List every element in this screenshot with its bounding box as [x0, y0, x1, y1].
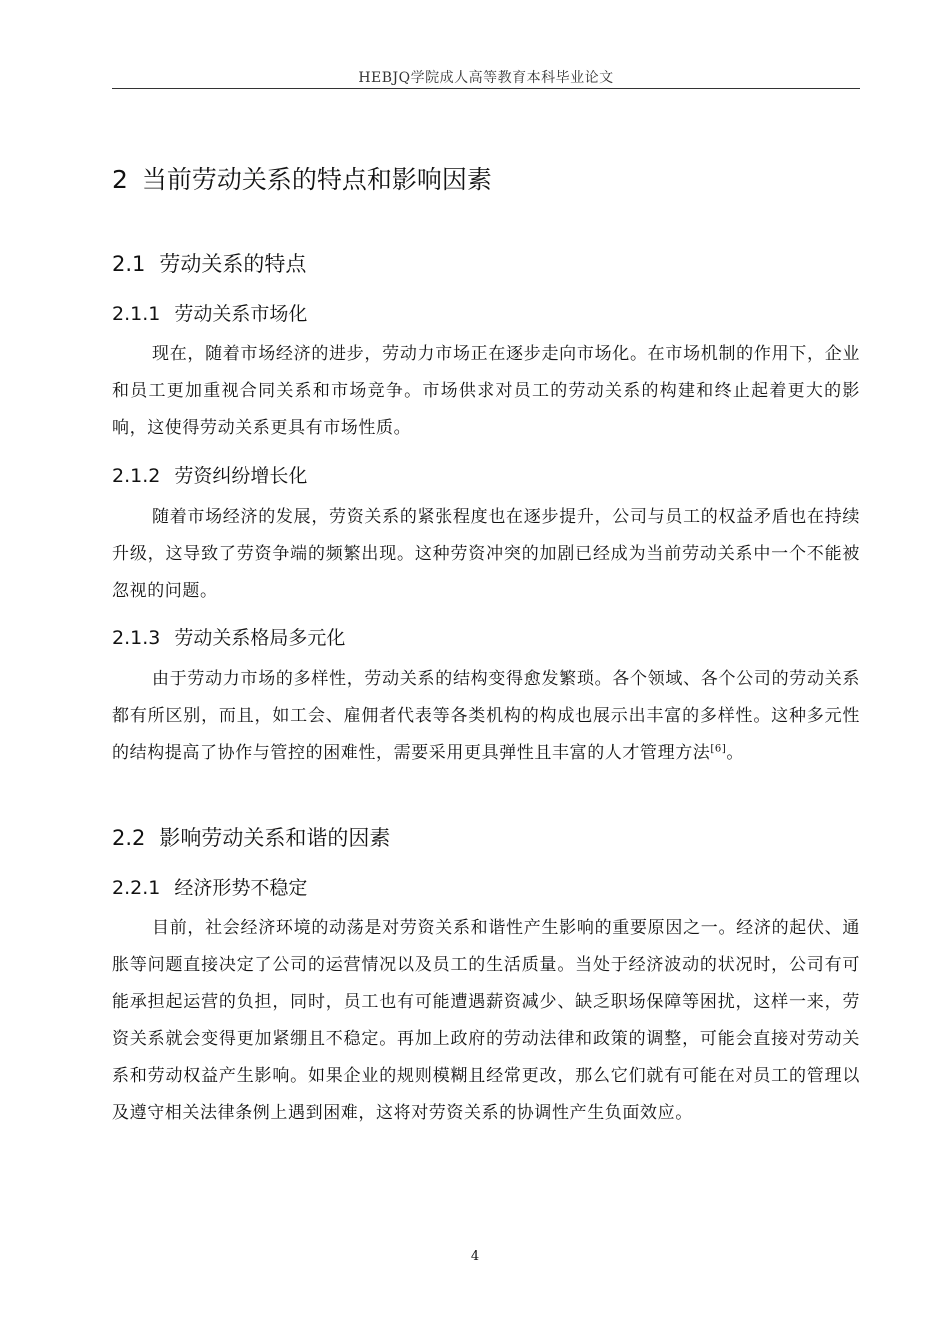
- subsection-heading-2-1-3: [112, 623, 345, 650]
- chapter-title: 当前劳动关系的特点和影响因素: [141, 165, 492, 194]
- section-heading-2-1: [112, 248, 306, 278]
- chapter-number: 2: [112, 165, 128, 194]
- subsection-number: 2.1.2: [112, 465, 161, 487]
- section-number: 2.1: [112, 252, 146, 276]
- subsection-title: 经济形势不稳定: [174, 877, 308, 899]
- header-rule: [112, 88, 860, 89]
- paragraph-text: 由于劳动力市场的多样性，劳动关系的结构变得愈发繁琐。各个领域、各个公司的劳动关系都有所区别，而且，如工会、雇佣者代表等各类机构的构成也展示出丰富的多样性。这种多元性的结构提高了协作与管控的困难性，需要采用更具弹性且丰富的人才管理方法: [112, 669, 860, 763]
- subsection-heading-2-1-2: [112, 461, 307, 488]
- citation-reference[interactable]: [6]: [710, 743, 727, 755]
- section-number: 2.2: [112, 826, 146, 850]
- running-header: HEBJQ学院成人高等教育本科毕业论文: [358, 70, 614, 86]
- subsection-number: 2.2.1: [112, 877, 161, 899]
- subsection-heading-2-1-1: [112, 299, 307, 326]
- subsection-number: 2.1.3: [112, 627, 161, 649]
- subsection-title: 劳资纠纷增长化: [174, 465, 308, 487]
- paragraph-2-1-3: [112, 661, 860, 772]
- section-title: 劳动关系的特点: [159, 252, 307, 276]
- page-number: 4: [470, 1249, 480, 1264]
- section-title: 影响劳动关系和谐的因素: [159, 826, 391, 850]
- section-heading-2-2: [112, 822, 390, 852]
- subsection-number: 2.1.1: [112, 303, 161, 325]
- paragraph-2-1-2: 随着市场经济的发展，劳资关系的紧张程度也在逐步提升，公司与员工的权益矛盾也在持续升级，这导致了劳资争端的频繁出现。这种劳资冲突的加剧已经成为当前劳动关系中一个不能被忽视的问题。: [112, 507, 860, 601]
- subsection-title: 劳动关系市场化: [174, 303, 308, 325]
- paragraph-end: 。: [726, 743, 744, 763]
- chapter-heading: [112, 160, 492, 196]
- paragraph-2-2-1: 目前，社会经济环境的动荡是对劳资关系和谐性产生影响的重要原因之一。经济的起伏、通胀等问题直接决定了公司的运营情况以及员工的生活质量。当处于经济波动的状况时，公司有可能承担起运营的负担，同时，员工也有可能遭遇薪资减少、缺乏职场保障等困扰，这样一来，劳资关系就会变得更加紧绷且不稳定。再加上政府的劳动法律和政策的调整，可能会直接对劳动关系和劳动权益产生影响。如果企业的规则模糊且经常更改，那么它们就有可能在对员工的管理以及遵守相关法律条例上遇到困难，这将对劳资关系的协调性产生负面效应。: [112, 918, 860, 1123]
- subsection-heading-2-2-1: [112, 873, 307, 900]
- paragraph-2-1-1: 现在，随着市场经济的进步，劳动力市场正在逐步走向市场化。在市场机制的作用下，企业和员工更加重视合同关系和市场竞争。市场供求对员工的劳动关系的构建和终止起着更大的影响，这使得劳动关系更具有市场性质。: [112, 344, 860, 438]
- subsection-title: 劳动关系格局多元化: [174, 627, 346, 649]
